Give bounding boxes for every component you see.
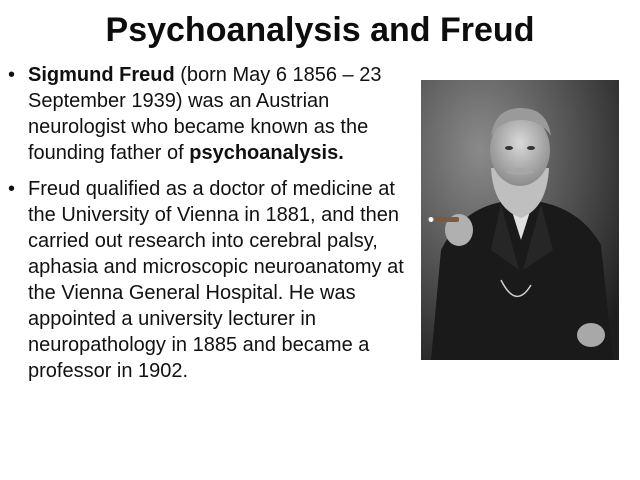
bullet-bold-term: psychoanalysis.	[189, 142, 344, 164]
bullet-list	[6, 62, 416, 394]
bullet-bold-name: Sigmund Freud	[28, 64, 175, 86]
portrait-photo	[421, 80, 619, 360]
bullet-marker: •	[8, 64, 16, 86]
bullet-item	[6, 62, 416, 166]
bullet-marker: •	[8, 178, 16, 200]
slide-title: Psychoanalysis and Freud	[105, 11, 535, 49]
bullet-text: Freud qualified as a doctor of medicine at the University of Vienna in 1881, and then carried out research into cerebral palsy, aphasia and microscopic neuroanatomy at the Vienna General Hospital. He was appointed a university lecturer in neuropathology in 1885 and became a professor in 1902.	[28, 178, 404, 382]
bullet-item	[6, 176, 416, 384]
bullet-text: (born May 6 1856 – 23 September 1939) was an Austrian neurologist who became known as the founding father of	[28, 64, 382, 164]
portrait-illustration	[421, 80, 619, 360]
